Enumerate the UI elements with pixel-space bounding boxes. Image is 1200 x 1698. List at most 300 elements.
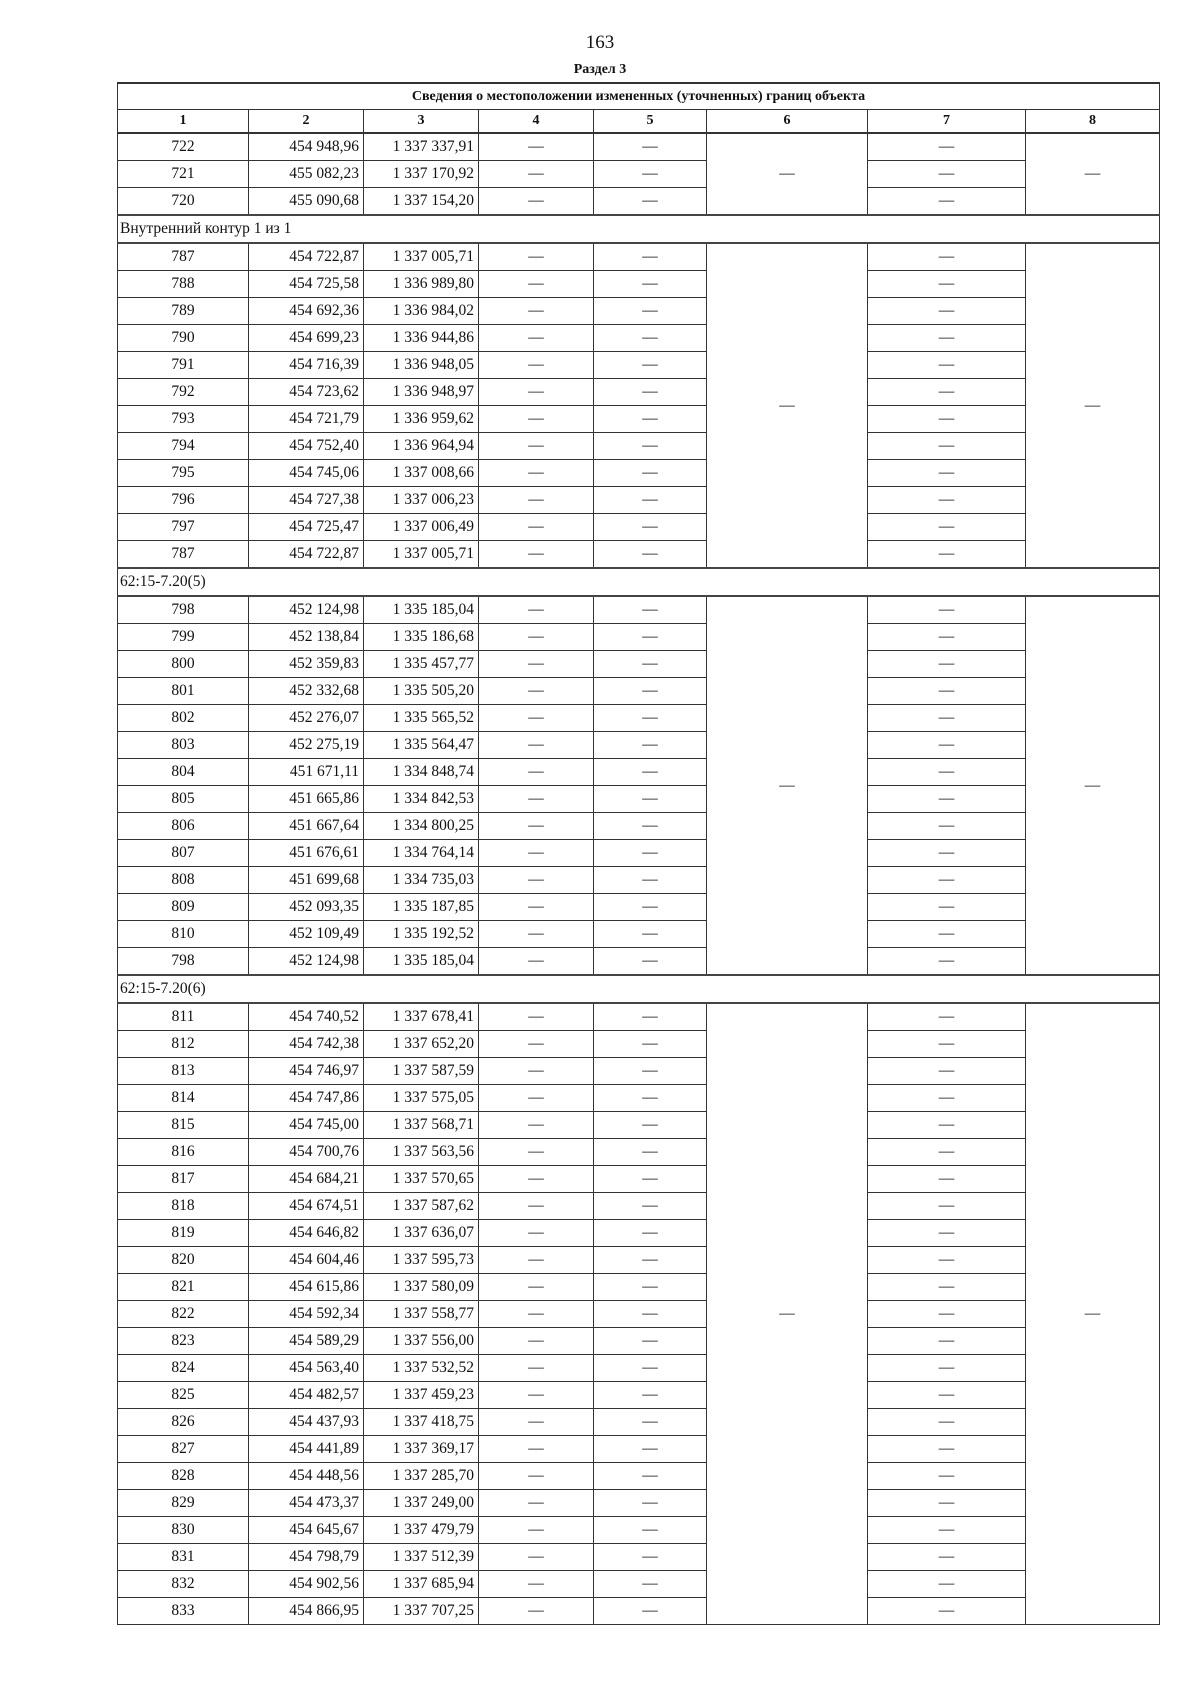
col-4-value: — bbox=[479, 1463, 594, 1490]
coordinate-x: 454 592,34 bbox=[249, 1301, 364, 1328]
col-5-value: — bbox=[594, 1490, 707, 1517]
coordinate-x: 454 473,37 bbox=[249, 1490, 364, 1517]
table-row bbox=[118, 813, 1160, 840]
point-number: 812 bbox=[118, 1031, 249, 1058]
point-number: 807 bbox=[118, 840, 249, 867]
col-7-value: — bbox=[868, 188, 1026, 216]
coordinate-x: 454 740,52 bbox=[249, 1003, 364, 1031]
point-number: 833 bbox=[118, 1598, 249, 1625]
col-5-value: — bbox=[594, 1274, 707, 1301]
col-8-value: — bbox=[1026, 133, 1160, 215]
coordinate-y: 1 335 185,04 bbox=[364, 596, 479, 624]
col-5-value: — bbox=[594, 487, 707, 514]
table-row bbox=[118, 1058, 1160, 1085]
col-7-value: — bbox=[868, 1166, 1026, 1193]
point-number: 824 bbox=[118, 1355, 249, 1382]
coordinate-x: 454 745,00 bbox=[249, 1112, 364, 1139]
col-4-value: — bbox=[479, 894, 594, 921]
col-4-value: — bbox=[479, 921, 594, 948]
column-header: 2 bbox=[249, 110, 364, 134]
col-4-value: — bbox=[479, 1301, 594, 1328]
col-8-value: — bbox=[1026, 243, 1160, 568]
col-4-value: — bbox=[479, 1247, 594, 1274]
coordinate-y: 1 334 764,14 bbox=[364, 840, 479, 867]
col-7-value: — bbox=[868, 161, 1026, 188]
table-title-row bbox=[118, 83, 1160, 110]
col-6-value: — bbox=[707, 1003, 868, 1625]
point-number: 817 bbox=[118, 1166, 249, 1193]
table-row bbox=[118, 678, 1160, 705]
col-7-value: — bbox=[868, 1463, 1026, 1490]
point-number: 722 bbox=[118, 133, 249, 161]
col-4-value: — bbox=[479, 867, 594, 894]
col-7-value: — bbox=[868, 1490, 1026, 1517]
col-7-value: — bbox=[868, 1571, 1026, 1598]
coordinate-x: 454 699,23 bbox=[249, 325, 364, 352]
coordinate-x: 452 359,83 bbox=[249, 651, 364, 678]
coordinate-x: 454 722,87 bbox=[249, 243, 364, 271]
table-row bbox=[118, 840, 1160, 867]
coordinate-x: 454 563,40 bbox=[249, 1355, 364, 1382]
coordinate-x: 452 138,84 bbox=[249, 624, 364, 651]
col-7-value: — bbox=[868, 1544, 1026, 1571]
coordinates-table bbox=[117, 82, 1160, 1625]
point-number: 796 bbox=[118, 487, 249, 514]
table-row bbox=[118, 1166, 1160, 1193]
table-row bbox=[118, 514, 1160, 541]
col-7-value: — bbox=[868, 271, 1026, 298]
coordinate-y: 1 335 187,85 bbox=[364, 894, 479, 921]
contour-label: 62:15-7.20(5) bbox=[118, 568, 1160, 596]
coordinate-y: 1 337 479,79 bbox=[364, 1517, 479, 1544]
coordinate-y: 1 337 587,62 bbox=[364, 1193, 479, 1220]
col-5-value: — bbox=[594, 1544, 707, 1571]
col-4-value: — bbox=[479, 624, 594, 651]
col-7-value: — bbox=[868, 624, 1026, 651]
coordinate-y: 1 337 678,41 bbox=[364, 1003, 479, 1031]
coordinate-y: 1 335 565,52 bbox=[364, 705, 479, 732]
coordinate-x: 454 674,51 bbox=[249, 1193, 364, 1220]
point-number: 790 bbox=[118, 325, 249, 352]
column-header: 1 bbox=[118, 110, 249, 134]
col-5-value: — bbox=[594, 867, 707, 894]
coordinate-y: 1 337 512,39 bbox=[364, 1544, 479, 1571]
table-row bbox=[118, 1382, 1160, 1409]
col-6-value: — bbox=[707, 243, 868, 568]
table-row bbox=[118, 624, 1160, 651]
coordinate-y: 1 336 984,02 bbox=[364, 298, 479, 325]
table-row bbox=[118, 1220, 1160, 1247]
col-4-value: — bbox=[479, 1166, 594, 1193]
coordinate-y: 1 337 563,56 bbox=[364, 1139, 479, 1166]
coordinate-y: 1 337 005,71 bbox=[364, 541, 479, 569]
contour-label: 62:15-7.20(6) bbox=[118, 975, 1160, 1003]
table-row bbox=[118, 1409, 1160, 1436]
col-5-value: — bbox=[594, 133, 707, 161]
col-4-value: — bbox=[479, 1544, 594, 1571]
col-7-value: — bbox=[868, 1003, 1026, 1031]
coordinate-x: 452 332,68 bbox=[249, 678, 364, 705]
col-7-value: — bbox=[868, 651, 1026, 678]
coordinate-x: 454 948,96 bbox=[249, 133, 364, 161]
coordinate-x: 454 437,93 bbox=[249, 1409, 364, 1436]
point-number: 829 bbox=[118, 1490, 249, 1517]
point-number: 809 bbox=[118, 894, 249, 921]
table-row bbox=[118, 379, 1160, 406]
col-7-value: — bbox=[868, 596, 1026, 624]
coordinate-x: 451 699,68 bbox=[249, 867, 364, 894]
coordinate-x: 454 747,86 bbox=[249, 1085, 364, 1112]
coordinate-y: 1 337 005,71 bbox=[364, 243, 479, 271]
coordinate-y: 1 337 008,66 bbox=[364, 460, 479, 487]
col-4-value: — bbox=[479, 188, 594, 216]
col-7-value: — bbox=[868, 705, 1026, 732]
table-row bbox=[118, 1274, 1160, 1301]
col-4-value: — bbox=[479, 1058, 594, 1085]
col-4-value: — bbox=[479, 1355, 594, 1382]
col-5-value: — bbox=[594, 1058, 707, 1085]
point-number: 810 bbox=[118, 921, 249, 948]
col-5-value: — bbox=[594, 460, 707, 487]
coordinate-x: 454 742,38 bbox=[249, 1031, 364, 1058]
point-number: 802 bbox=[118, 705, 249, 732]
coordinate-y: 1 337 170,92 bbox=[364, 161, 479, 188]
coordinate-y: 1 335 457,77 bbox=[364, 651, 479, 678]
coordinate-x: 454 482,57 bbox=[249, 1382, 364, 1409]
col-4-value: — bbox=[479, 1031, 594, 1058]
coordinate-x: 451 667,64 bbox=[249, 813, 364, 840]
coordinate-x: 452 124,98 bbox=[249, 948, 364, 976]
col-4-value: — bbox=[479, 460, 594, 487]
col-4-value: — bbox=[479, 1409, 594, 1436]
col-4-value: — bbox=[479, 651, 594, 678]
col-7-value: — bbox=[868, 379, 1026, 406]
col-4-value: — bbox=[479, 541, 594, 569]
coordinate-y: 1 337 369,17 bbox=[364, 1436, 479, 1463]
point-number: 793 bbox=[118, 406, 249, 433]
col-5-value: — bbox=[594, 759, 707, 786]
coordinate-x: 454 604,46 bbox=[249, 1247, 364, 1274]
coordinate-y: 1 334 842,53 bbox=[364, 786, 479, 813]
col-4-value: — bbox=[479, 433, 594, 460]
col-5-value: — bbox=[594, 948, 707, 976]
col-7-value: — bbox=[868, 1301, 1026, 1328]
coordinate-y: 1 337 595,73 bbox=[364, 1247, 479, 1274]
point-number: 805 bbox=[118, 786, 249, 813]
coordinate-x: 454 721,79 bbox=[249, 406, 364, 433]
col-7-value: — bbox=[868, 487, 1026, 514]
coordinate-y: 1 337 006,23 bbox=[364, 487, 479, 514]
table-row bbox=[118, 786, 1160, 813]
col-5-value: — bbox=[594, 433, 707, 460]
col-4-value: — bbox=[479, 325, 594, 352]
col-5-value: — bbox=[594, 1139, 707, 1166]
coordinate-x: 454 725,47 bbox=[249, 514, 364, 541]
col-7-value: — bbox=[868, 541, 1026, 569]
col-4-value: — bbox=[479, 406, 594, 433]
contour-separator-row bbox=[118, 215, 1160, 243]
col-5-value: — bbox=[594, 1598, 707, 1625]
coordinate-y: 1 336 948,05 bbox=[364, 352, 479, 379]
col-7-value: — bbox=[868, 352, 1026, 379]
coordinate-y: 1 335 564,47 bbox=[364, 732, 479, 759]
col-4-value: — bbox=[479, 1436, 594, 1463]
table-row bbox=[118, 487, 1160, 514]
col-7-value: — bbox=[868, 1436, 1026, 1463]
coordinate-x: 455 082,23 bbox=[249, 161, 364, 188]
coordinate-x: 454 716,39 bbox=[249, 352, 364, 379]
coordinate-x: 454 725,58 bbox=[249, 271, 364, 298]
table-row bbox=[118, 433, 1160, 460]
col-4-value: — bbox=[479, 786, 594, 813]
col-4-value: — bbox=[479, 1085, 594, 1112]
point-number: 792 bbox=[118, 379, 249, 406]
table-row bbox=[118, 298, 1160, 325]
table-row bbox=[118, 1247, 1160, 1274]
coordinate-x: 452 093,35 bbox=[249, 894, 364, 921]
table-title: Сведения о местоположении измененных (уточненных) границ объекта bbox=[118, 83, 1160, 110]
coordinate-y: 1 337 249,00 bbox=[364, 1490, 479, 1517]
col-7-value: — bbox=[868, 1220, 1026, 1247]
col-4-value: — bbox=[479, 243, 594, 271]
col-7-value: — bbox=[868, 1139, 1026, 1166]
point-number: 811 bbox=[118, 1003, 249, 1031]
col-5-value: — bbox=[594, 1382, 707, 1409]
col-4-value: — bbox=[479, 379, 594, 406]
table-row bbox=[118, 1139, 1160, 1166]
point-number: 827 bbox=[118, 1436, 249, 1463]
coordinate-x: 452 124,98 bbox=[249, 596, 364, 624]
table-row bbox=[118, 161, 1160, 188]
col-5-value: — bbox=[594, 541, 707, 569]
col-5-value: — bbox=[594, 514, 707, 541]
coordinate-x: 452 275,19 bbox=[249, 732, 364, 759]
col-5-value: — bbox=[594, 188, 707, 216]
point-number: 831 bbox=[118, 1544, 249, 1571]
coordinate-y: 1 337 685,94 bbox=[364, 1571, 479, 1598]
col-7-value: — bbox=[868, 406, 1026, 433]
col-5-value: — bbox=[594, 786, 707, 813]
point-number: 819 bbox=[118, 1220, 249, 1247]
coordinate-x: 454 746,97 bbox=[249, 1058, 364, 1085]
col-4-value: — bbox=[479, 514, 594, 541]
coordinate-x: 454 798,79 bbox=[249, 1544, 364, 1571]
table-row bbox=[118, 1517, 1160, 1544]
point-number: 800 bbox=[118, 651, 249, 678]
column-header: 3 bbox=[364, 110, 479, 134]
column-header: 4 bbox=[479, 110, 594, 134]
point-number: 814 bbox=[118, 1085, 249, 1112]
point-number: 822 bbox=[118, 1301, 249, 1328]
coordinate-x: 455 090,68 bbox=[249, 188, 364, 216]
table-row bbox=[118, 1436, 1160, 1463]
col-5-value: — bbox=[594, 1409, 707, 1436]
point-number: 788 bbox=[118, 271, 249, 298]
coordinate-y: 1 337 580,09 bbox=[364, 1274, 479, 1301]
coordinate-x: 454 684,21 bbox=[249, 1166, 364, 1193]
coordinate-x: 452 109,49 bbox=[249, 921, 364, 948]
col-4-value: — bbox=[479, 161, 594, 188]
col-4-value: — bbox=[479, 1382, 594, 1409]
col-5-value: — bbox=[594, 1571, 707, 1598]
col-5-value: — bbox=[594, 161, 707, 188]
table-row bbox=[118, 732, 1160, 759]
coordinate-x: 452 276,07 bbox=[249, 705, 364, 732]
col-4-value: — bbox=[479, 759, 594, 786]
coordinate-x: 451 676,61 bbox=[249, 840, 364, 867]
col-6-value: — bbox=[707, 133, 868, 215]
col-4-value: — bbox=[479, 1003, 594, 1031]
col-4-value: — bbox=[479, 298, 594, 325]
col-7-value: — bbox=[868, 133, 1026, 161]
col-4-value: — bbox=[479, 352, 594, 379]
col-7-value: — bbox=[868, 325, 1026, 352]
col-7-value: — bbox=[868, 840, 1026, 867]
point-number: 815 bbox=[118, 1112, 249, 1139]
point-number: 823 bbox=[118, 1328, 249, 1355]
coordinate-y: 1 337 285,70 bbox=[364, 1463, 479, 1490]
coordinate-x: 454 645,67 bbox=[249, 1517, 364, 1544]
point-number: 791 bbox=[118, 352, 249, 379]
coordinate-x: 454 727,38 bbox=[249, 487, 364, 514]
point-number: 795 bbox=[118, 460, 249, 487]
point-number: 797 bbox=[118, 514, 249, 541]
coordinate-x: 454 615,86 bbox=[249, 1274, 364, 1301]
col-4-value: — bbox=[479, 1598, 594, 1625]
col-4-value: — bbox=[479, 1220, 594, 1247]
point-number: 820 bbox=[118, 1247, 249, 1274]
col-7-value: — bbox=[868, 1085, 1026, 1112]
col-5-value: — bbox=[594, 1301, 707, 1328]
col-7-value: — bbox=[868, 1247, 1026, 1274]
coordinate-x: 454 745,06 bbox=[249, 460, 364, 487]
contour-separator-row bbox=[118, 975, 1160, 1003]
col-5-value: — bbox=[594, 406, 707, 433]
col-7-value: — bbox=[868, 460, 1026, 487]
col-5-value: — bbox=[594, 1436, 707, 1463]
table-row bbox=[118, 867, 1160, 894]
coordinate-y: 1 337 558,77 bbox=[364, 1301, 479, 1328]
coordinate-y: 1 334 848,74 bbox=[364, 759, 479, 786]
col-7-value: — bbox=[868, 1409, 1026, 1436]
col-7-value: — bbox=[868, 678, 1026, 705]
col-4-value: — bbox=[479, 1490, 594, 1517]
col-4-value: — bbox=[479, 1193, 594, 1220]
col-5-value: — bbox=[594, 840, 707, 867]
table-row bbox=[118, 1085, 1160, 1112]
point-number: 789 bbox=[118, 298, 249, 325]
table-row bbox=[118, 352, 1160, 379]
col-7-value: — bbox=[868, 921, 1026, 948]
col-5-value: — bbox=[594, 271, 707, 298]
col-5-value: — bbox=[594, 651, 707, 678]
point-number: 799 bbox=[118, 624, 249, 651]
col-7-value: — bbox=[868, 1382, 1026, 1409]
coordinate-y: 1 337 154,20 bbox=[364, 188, 479, 216]
col-7-value: — bbox=[868, 1112, 1026, 1139]
point-number: 787 bbox=[118, 541, 249, 569]
coordinate-x: 454 441,89 bbox=[249, 1436, 364, 1463]
col-7-value: — bbox=[868, 894, 1026, 921]
table-row bbox=[118, 133, 1160, 161]
col-4-value: — bbox=[479, 1328, 594, 1355]
col-4-value: — bbox=[479, 813, 594, 840]
col-5-value: — bbox=[594, 325, 707, 352]
page-number: 163 bbox=[585, 32, 615, 53]
col-8-value: — bbox=[1026, 1003, 1160, 1625]
coordinate-y: 1 337 707,25 bbox=[364, 1598, 479, 1625]
coordinate-y: 1 334 735,03 bbox=[364, 867, 479, 894]
col-4-value: — bbox=[479, 840, 594, 867]
col-4-value: — bbox=[479, 596, 594, 624]
coordinate-x: 454 692,36 bbox=[249, 298, 364, 325]
col-7-value: — bbox=[868, 298, 1026, 325]
col-5-value: — bbox=[594, 1166, 707, 1193]
table-row bbox=[118, 406, 1160, 433]
coordinate-x: 454 902,56 bbox=[249, 1571, 364, 1598]
point-number: 813 bbox=[118, 1058, 249, 1085]
point-number: 798 bbox=[118, 596, 249, 624]
coordinate-y: 1 337 587,59 bbox=[364, 1058, 479, 1085]
coordinate-x: 454 700,76 bbox=[249, 1139, 364, 1166]
table-row bbox=[118, 1490, 1160, 1517]
column-header: 6 bbox=[707, 110, 868, 134]
col-7-value: — bbox=[868, 813, 1026, 840]
coordinate-y: 1 337 556,00 bbox=[364, 1328, 479, 1355]
col-6-value: — bbox=[707, 596, 868, 975]
coordinate-y: 1 337 575,05 bbox=[364, 1085, 479, 1112]
coordinate-y: 1 337 652,20 bbox=[364, 1031, 479, 1058]
table-row bbox=[118, 1112, 1160, 1139]
col-4-value: — bbox=[479, 732, 594, 759]
table-row bbox=[118, 759, 1160, 786]
point-number: 801 bbox=[118, 678, 249, 705]
col-7-value: — bbox=[868, 1193, 1026, 1220]
col-7-value: — bbox=[868, 1598, 1026, 1625]
table-row bbox=[118, 460, 1160, 487]
point-number: 798 bbox=[118, 948, 249, 976]
col-5-value: — bbox=[594, 921, 707, 948]
coordinate-y: 1 335 186,68 bbox=[364, 624, 479, 651]
col-7-value: — bbox=[868, 243, 1026, 271]
col-7-value: — bbox=[868, 1355, 1026, 1382]
table-row bbox=[118, 921, 1160, 948]
table-row bbox=[118, 705, 1160, 732]
table-row bbox=[118, 271, 1160, 298]
table-row bbox=[118, 1571, 1160, 1598]
col-7-value: — bbox=[868, 867, 1026, 894]
col-4-value: — bbox=[479, 271, 594, 298]
col-5-value: — bbox=[594, 1031, 707, 1058]
col-5-value: — bbox=[594, 596, 707, 624]
table-row bbox=[118, 243, 1160, 271]
col-7-value: — bbox=[868, 514, 1026, 541]
col-5-value: — bbox=[594, 1193, 707, 1220]
point-number: 816 bbox=[118, 1139, 249, 1166]
table-row bbox=[118, 325, 1160, 352]
col-7-value: — bbox=[868, 1031, 1026, 1058]
coordinate-y: 1 336 989,80 bbox=[364, 271, 479, 298]
point-number: 832 bbox=[118, 1571, 249, 1598]
point-number: 720 bbox=[118, 188, 249, 216]
table-row bbox=[118, 1193, 1160, 1220]
col-5-value: — bbox=[594, 1247, 707, 1274]
col-5-value: — bbox=[594, 1328, 707, 1355]
col-7-value: — bbox=[868, 433, 1026, 460]
coordinate-y: 1 337 636,07 bbox=[364, 1220, 479, 1247]
col-4-value: — bbox=[479, 948, 594, 976]
point-number: 830 bbox=[118, 1517, 249, 1544]
